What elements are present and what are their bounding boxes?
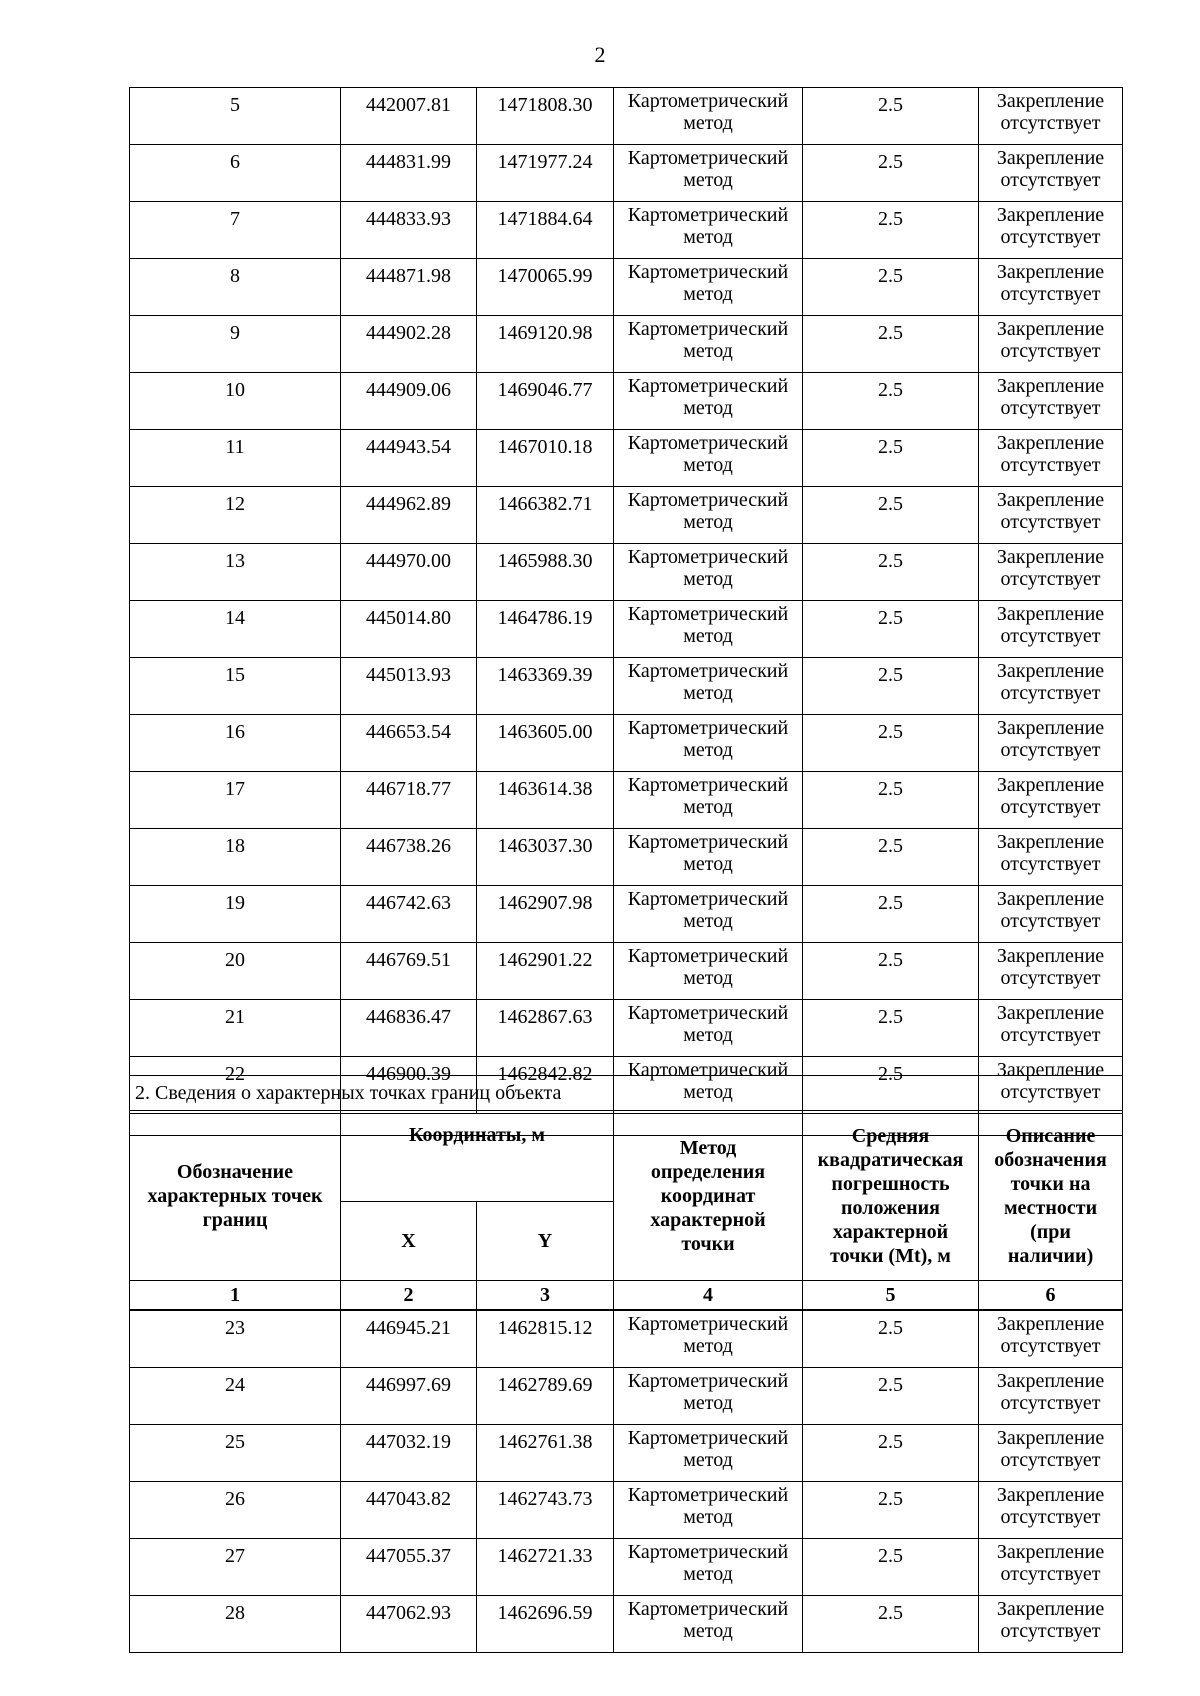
description-cell: Закрепление отсутствует: [979, 1482, 1123, 1539]
coord-x: 444831.99: [341, 145, 477, 202]
method-cell: Картометрический метод: [614, 715, 803, 772]
method-cell: Картометрический метод: [614, 1000, 803, 1057]
coord-x: 446742.63: [341, 886, 477, 943]
header-designation: Обозначение характерных точек границ: [130, 1111, 341, 1281]
table-row: [130, 1482, 1123, 1539]
method-cell: Картометрический метод: [614, 487, 803, 544]
error-cell: 2.5: [803, 1057, 979, 1114]
description-cell: Закрепление отсутствует: [979, 1596, 1123, 1653]
point-number: 19: [130, 886, 341, 943]
coord-x: 447032.19: [341, 1425, 477, 1482]
coord-x: 442007.81: [341, 88, 477, 145]
table-row: [130, 1310, 1123, 1368]
coord-x: 447062.93: [341, 1596, 477, 1653]
coord-y: 1469120.98: [477, 316, 614, 373]
coord-x: 444909.06: [341, 373, 477, 430]
method-cell: Картометрический метод: [614, 1368, 803, 1425]
table-row: [130, 829, 1123, 886]
point-number: 11: [130, 430, 341, 487]
method-cell: Картометрический метод: [614, 316, 803, 373]
coord-y: 1462907.98: [477, 886, 614, 943]
point-number: 12: [130, 487, 341, 544]
table-row: [130, 1539, 1123, 1596]
column-index: 6: [979, 1281, 1123, 1311]
method-cell: Картометрический метод: [614, 430, 803, 487]
error-cell: 2.5: [803, 601, 979, 658]
coord-x: 444902.28: [341, 316, 477, 373]
error-cell: 2.5: [803, 1000, 979, 1057]
coord-y: 1462696.59: [477, 1596, 614, 1653]
method-cell: Картометрический метод: [614, 145, 803, 202]
method-cell: Картометрический метод: [614, 1057, 803, 1114]
coord-y: 1466382.71: [477, 487, 614, 544]
method-cell: Картометрический метод: [614, 772, 803, 829]
description-cell: Закрепление отсутствует: [979, 430, 1123, 487]
description-cell: Закрепление отсутствует: [979, 544, 1123, 601]
coord-y: 1463369.39: [477, 658, 614, 715]
method-cell: Картометрический метод: [614, 1425, 803, 1482]
point-number: 27: [130, 1539, 341, 1596]
method-cell: Картометрический метод: [614, 1596, 803, 1653]
column-index: 3: [477, 1281, 614, 1311]
point-number: 17: [130, 772, 341, 829]
coord-x: 445014.80: [341, 601, 477, 658]
error-cell: 2.5: [803, 88, 979, 145]
description-cell: Закрепление отсутствует: [979, 1425, 1123, 1482]
table-row: [130, 1368, 1123, 1425]
error-cell: 2.5: [803, 1482, 979, 1539]
point-number: 16: [130, 715, 341, 772]
coord-y: 1463037.30: [477, 829, 614, 886]
description-cell: Закрепление отсутствует: [979, 943, 1123, 1000]
description-cell: Закрепление отсутствует: [979, 202, 1123, 259]
table-row: [130, 1596, 1123, 1653]
coord-y: 1462743.73: [477, 1482, 614, 1539]
point-number: 23: [130, 1310, 341, 1368]
point-number: 14: [130, 601, 341, 658]
method-cell: Картометрический метод: [614, 1482, 803, 1539]
coord-x: 446769.51: [341, 943, 477, 1000]
error-cell: 2.5: [803, 1368, 979, 1425]
table-row: [130, 202, 1123, 259]
method-cell: Картометрический метод: [614, 88, 803, 145]
coord-y: 1462867.63: [477, 1000, 614, 1057]
coord-y: 1465988.30: [477, 544, 614, 601]
header-description: Описание обозначения точки на местности (при наличии): [979, 1111, 1123, 1281]
description-cell: Закрепление отсутствует: [979, 886, 1123, 943]
point-number: 26: [130, 1482, 341, 1539]
description-cell: Закрепление отсутствует: [979, 316, 1123, 373]
error-cell: 2.5: [803, 259, 979, 316]
point-number: 15: [130, 658, 341, 715]
page-number: 2: [594, 42, 606, 67]
header-method: Метод определения координат характерной точки: [614, 1111, 803, 1281]
point-number: 18: [130, 829, 341, 886]
description-cell: Закрепление отсутствует: [979, 772, 1123, 829]
table-row: [130, 772, 1123, 829]
description-cell: Закрепление отсутствует: [979, 1000, 1123, 1057]
header-error: Средняя квадратическая погрешность положения характерной точки (Mt), м: [803, 1111, 979, 1281]
column-index: 4: [614, 1281, 803, 1311]
column-index: 1: [130, 1281, 341, 1311]
table-row: [130, 430, 1123, 487]
point-number: 6: [130, 145, 341, 202]
coord-y: 1463614.38: [477, 772, 614, 829]
points-table-body: [130, 1310, 1123, 1653]
error-cell: 2.5: [803, 487, 979, 544]
coord-x: 444833.93: [341, 202, 477, 259]
table-row: [130, 601, 1123, 658]
error-cell: 2.5: [803, 658, 979, 715]
point-number: 28: [130, 1596, 341, 1653]
coord-x: 444970.00: [341, 544, 477, 601]
error-cell: 2.5: [803, 829, 979, 886]
method-cell: Картометрический метод: [614, 943, 803, 1000]
point-number: 25: [130, 1425, 341, 1482]
point-number: 10: [130, 373, 341, 430]
method-cell: Картометрический метод: [614, 658, 803, 715]
coord-y: 1462901.22: [477, 943, 614, 1000]
table-row: [130, 88, 1123, 145]
point-number: 9: [130, 316, 341, 373]
coord-x: 444871.98: [341, 259, 477, 316]
method-cell: Картометрический метод: [614, 202, 803, 259]
coord-y: 1467010.18: [477, 430, 614, 487]
description-cell: Закрепление отсутствует: [979, 658, 1123, 715]
coord-y: 1462761.38: [477, 1425, 614, 1482]
point-number: 5: [130, 88, 341, 145]
table-row: [130, 259, 1123, 316]
description-cell: Закрепление отсутствует: [979, 1310, 1123, 1368]
method-cell: Картометрический метод: [614, 1539, 803, 1596]
description-cell: Закрепление отсутствует: [979, 1539, 1123, 1596]
error-cell: 2.5: [803, 1310, 979, 1368]
coord-y: 1471808.30: [477, 88, 614, 145]
coord-y: 1470065.99: [477, 259, 614, 316]
table-row: [130, 316, 1123, 373]
coord-x: 446738.26: [341, 829, 477, 886]
column-index: 5: [803, 1281, 979, 1311]
point-number: 8: [130, 259, 341, 316]
point-number: 21: [130, 1000, 341, 1057]
coord-y: 1462721.33: [477, 1539, 614, 1596]
error-cell: 2.5: [803, 145, 979, 202]
coord-x: 446900.39: [341, 1057, 477, 1114]
method-cell: Картометрический метод: [614, 544, 803, 601]
coord-y: 1462842.82: [477, 1057, 614, 1114]
table-row: [130, 943, 1123, 1000]
coord-y: 1463605.00: [477, 715, 614, 772]
error-cell: 2.5: [803, 943, 979, 1000]
error-cell: 2.5: [803, 886, 979, 943]
error-cell: 2.5: [803, 430, 979, 487]
error-cell: 2.5: [803, 544, 979, 601]
points-table-body: [130, 88, 1123, 1136]
method-cell: Картометрический метод: [614, 373, 803, 430]
table-row: [130, 145, 1123, 202]
method-cell: Картометрический метод: [614, 1310, 803, 1368]
description-cell: Закрепление отсутствует: [979, 829, 1123, 886]
header-y: Y: [477, 1202, 614, 1281]
point-number: 24: [130, 1368, 341, 1425]
coord-y: 1471884.64: [477, 202, 614, 259]
table-row: [130, 658, 1123, 715]
point-number: 22: [130, 1057, 341, 1114]
error-cell: 2.5: [803, 1425, 979, 1482]
table-row: [130, 715, 1123, 772]
description-cell: Закрепление отсутствует: [979, 1057, 1123, 1114]
coord-x: 445013.93: [341, 658, 477, 715]
table-row: [130, 886, 1123, 943]
table-row: [130, 373, 1123, 430]
method-cell: Картометрический метод: [614, 259, 803, 316]
table-caption: 2. Сведения о характерных точках границ объекта: [130, 1076, 1123, 1111]
error-cell: 2.5: [803, 1539, 979, 1596]
description-cell: Закрепление отсутствует: [979, 601, 1123, 658]
point-number: 20: [130, 943, 341, 1000]
coord-y: 1471977.24: [477, 145, 614, 202]
coord-x: 446945.21: [341, 1310, 477, 1368]
error-cell: 2.5: [803, 373, 979, 430]
table-row: [130, 487, 1123, 544]
header-x: X: [341, 1202, 477, 1281]
coord-x: 447043.82: [341, 1482, 477, 1539]
header-coordinates: Координаты, м: [341, 1111, 614, 1202]
coord-x: 447055.37: [341, 1539, 477, 1596]
error-cell: 2.5: [803, 772, 979, 829]
method-cell: Картометрический метод: [614, 829, 803, 886]
coord-x: 446718.77: [341, 772, 477, 829]
table-row: [130, 544, 1123, 601]
error-cell: 2.5: [803, 316, 979, 373]
coord-x: 444943.54: [341, 430, 477, 487]
method-cell: Картометрический метод: [614, 601, 803, 658]
description-cell: Закрепление отсутствует: [979, 373, 1123, 430]
error-cell: 2.5: [803, 1596, 979, 1653]
description-cell: Закрепление отсутствует: [979, 487, 1123, 544]
description-cell: Закрепление отсутствует: [979, 715, 1123, 772]
coord-y: 1469046.77: [477, 373, 614, 430]
coord-x: 444962.89: [341, 487, 477, 544]
characteristic-points-table: [129, 1075, 1123, 1653]
coord-x: 446653.54: [341, 715, 477, 772]
method-cell: Картометрический метод: [614, 886, 803, 943]
description-cell: Закрепление отсутствует: [979, 1368, 1123, 1425]
coord-x: 446997.69: [341, 1368, 477, 1425]
point-number: 13: [130, 544, 341, 601]
column-index: 2: [341, 1281, 477, 1311]
description-cell: Закрепление отсутствует: [979, 145, 1123, 202]
coord-y: 1462789.69: [477, 1368, 614, 1425]
point-number: 7: [130, 202, 341, 259]
coord-y: 1462815.12: [477, 1310, 614, 1368]
table-row: [130, 1425, 1123, 1482]
coord-y: 1464786.19: [477, 601, 614, 658]
error-cell: 2.5: [803, 202, 979, 259]
points-table-continued: [129, 87, 1123, 1136]
table-row: [130, 1000, 1123, 1057]
coord-x: 446836.47: [341, 1000, 477, 1057]
error-cell: 2.5: [803, 715, 979, 772]
description-cell: Закрепление отсутствует: [979, 88, 1123, 145]
description-cell: Закрепление отсутствует: [979, 259, 1123, 316]
